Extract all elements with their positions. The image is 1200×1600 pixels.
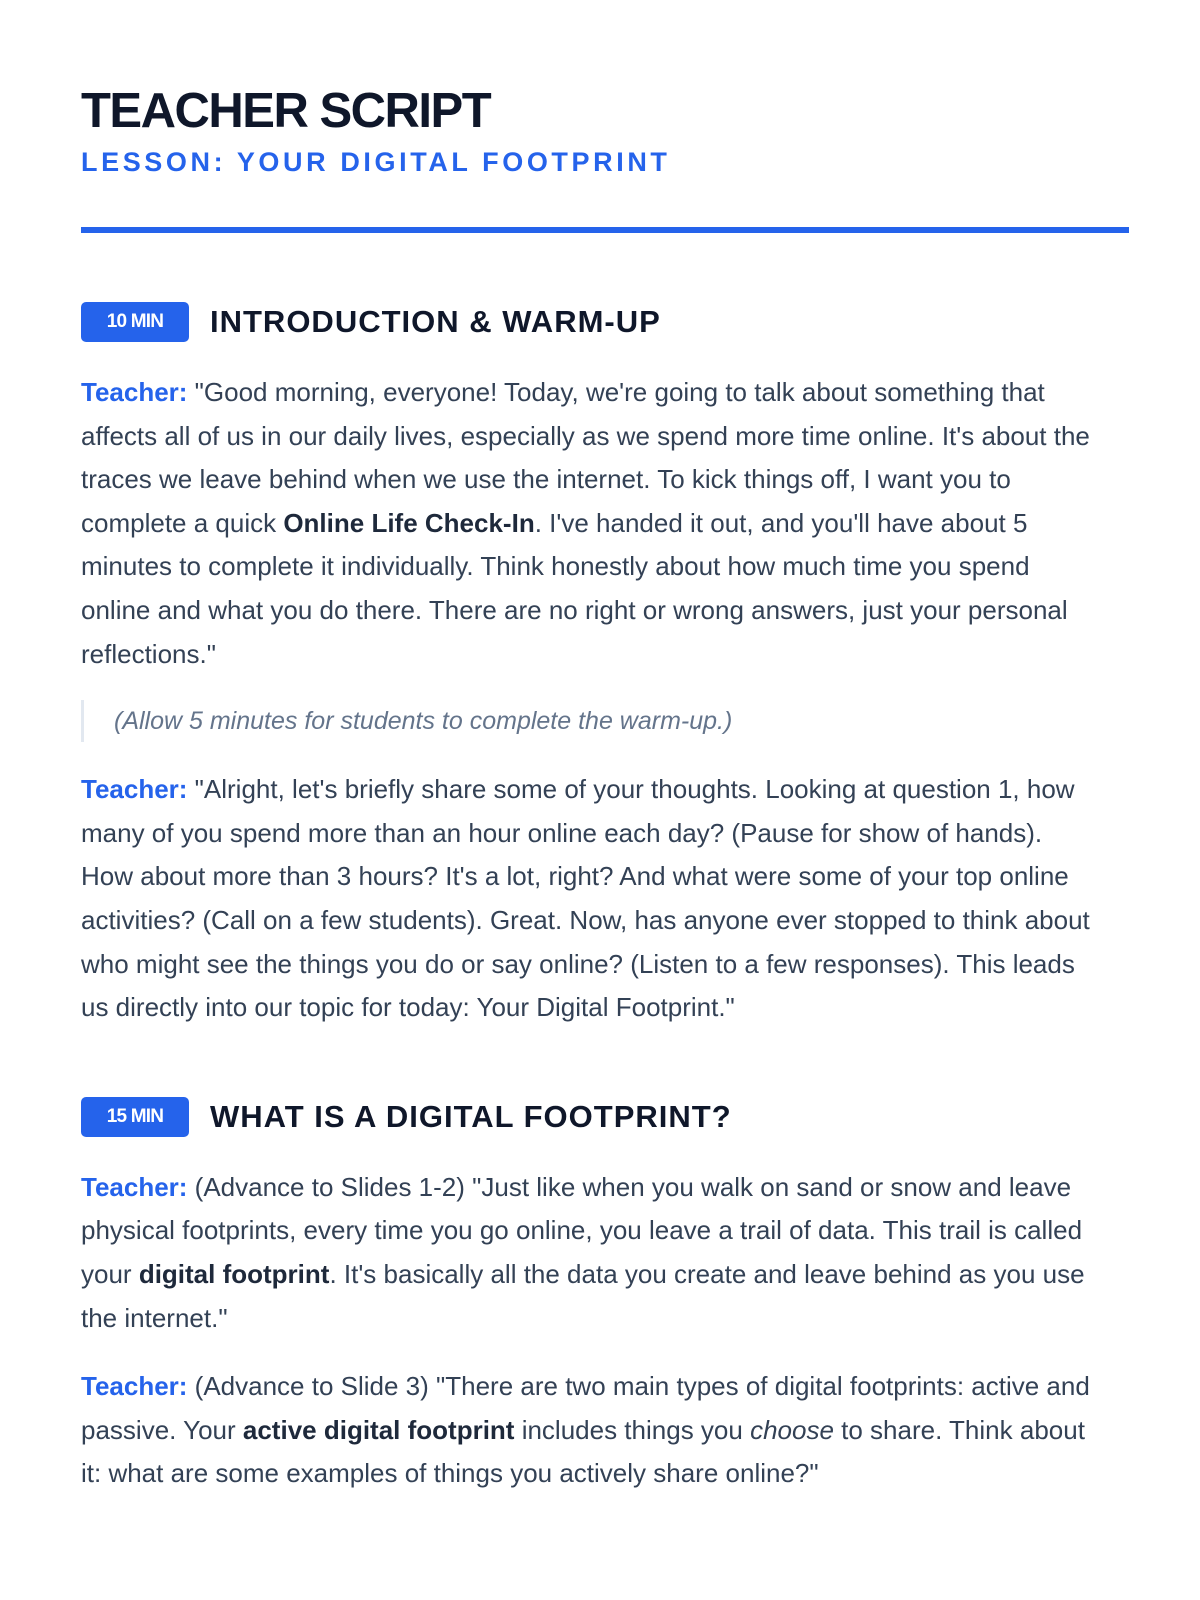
- paragraph-text: includes things you: [514, 1414, 751, 1445]
- header-divider: [81, 227, 1129, 233]
- section-what-is-digital-footprint: [81, 1097, 1098, 1496]
- speaker-label: Teacher:: [81, 1371, 188, 1402]
- speaker-label: Teacher:: [81, 774, 188, 805]
- teacher-paragraph: [81, 1166, 1098, 1340]
- teacher-paragraph: [81, 371, 1098, 676]
- speaker-label: Teacher:: [81, 1171, 188, 1202]
- italic-term: choose: [750, 1414, 834, 1445]
- paragraph-text: (Advance to Slide 3) "There are two main types of digital footprints: active and passive. Your: [81, 1371, 1090, 1445]
- paragraph-text: . It's basically all the data you create and leave behind as you use the internet.": [81, 1258, 1085, 1333]
- paragraph-text: . I've handed it out, and you'll have about 5 minutes to complete it individually. Think honestly about how much time you spend online and what you do there. There are no right or wrong answers, just your personal reflections.": [81, 507, 1068, 669]
- paragraph-text: (Advance to Slides 1-2) "Just like when you walk on sand or snow and leave physical footprints, every time you go online, you leave a trail of data. This trail is called your: [81, 1171, 1083, 1289]
- paragraph-text: "Alright, let's briefly share some of your thoughts. Looking at question 1, how many of you spend more than an hour online each day? (Pause for show of hands). How about more than 3 hours? It's a lot, right? And what were some of your top online activities? (Call on a few students). Great. Now, has anyone ever stopped to think about who might see the things you do or say online? (Listen to a few responses). This leads us directly into our topic for today: Your Digital Footprint.": [81, 774, 1090, 1023]
- bold-term: active digital footprint: [242, 1414, 515, 1445]
- page-title: TEACHER SCRIPT: [81, 84, 491, 138]
- duration-badge: 10 MIN: [81, 302, 189, 342]
- bold-term: Online Life Check-In: [283, 507, 535, 538]
- lesson-subtitle: LESSON: YOUR DIGITAL FOOTPRINT: [81, 147, 671, 177]
- section-title: INTRODUCTION & WARM-UP: [210, 304, 661, 339]
- teacher-paragraph: [81, 768, 1098, 1030]
- teacher-paragraph: [81, 1365, 1098, 1496]
- stage-direction-note: (Allow 5 minutes for students to complete the warm-up.): [81, 700, 1098, 742]
- duration-badge: 15 MIN: [81, 1097, 189, 1137]
- paragraph-text: to share. Think about it: what are some examples of things you actively share online?": [81, 1414, 1085, 1489]
- section-introduction: [81, 302, 1098, 1030]
- bold-term: digital footprint: [138, 1258, 330, 1289]
- speaker-label: Teacher:: [81, 377, 188, 407]
- section-heading: [81, 302, 1098, 342]
- section-heading: [81, 1097, 1098, 1137]
- paragraph-text: "Good morning, everyone! Today, we're going to talk about something that affects all of us in our daily lives, especially as we spend more time online. It's about the traces we leave behind when we use the internet. To kick things off, I want you to complete a quick: [81, 377, 1090, 538]
- section-title: WHAT IS A DIGITAL FOOTPRINT?: [210, 1098, 732, 1134]
